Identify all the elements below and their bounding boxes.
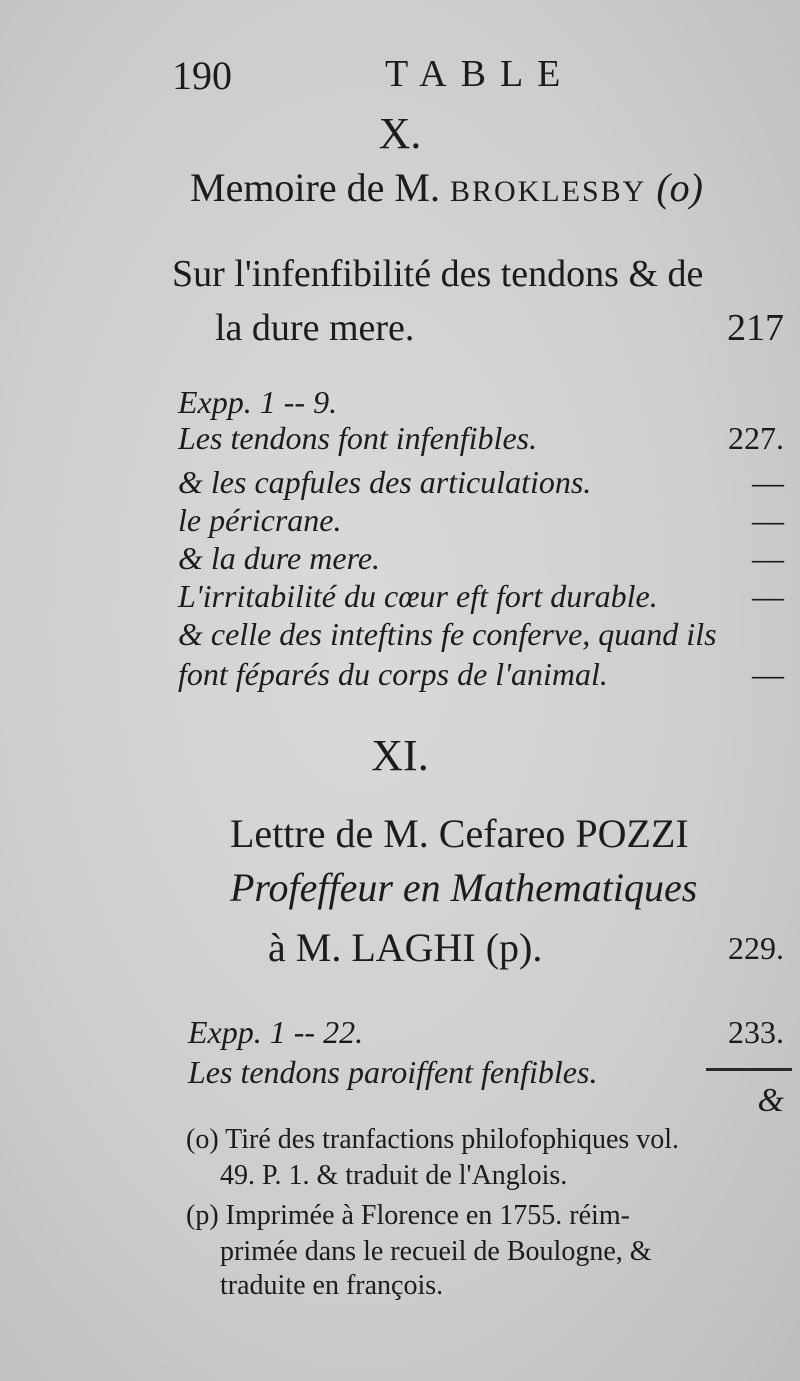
ditto-dash: — <box>752 540 784 576</box>
footnote-p-line-3: traduite en françois. <box>220 1270 444 1301</box>
author-name: BROKLESBY <box>449 175 647 208</box>
note-mark: (o) <box>656 165 703 210</box>
ditto-dash: — <box>752 578 784 614</box>
title-prefix: Memoire de M. <box>190 165 440 210</box>
entry-line: le péricrane. <box>178 502 342 538</box>
entry-line: Expp. 1 -- 9. <box>178 384 338 420</box>
ditto-dash: — <box>752 656 784 692</box>
entry-line: L'irritabilité du cœur eft fort durable. <box>178 578 658 614</box>
ditto-dash: — <box>752 464 784 500</box>
lettre-page: 229. <box>728 930 784 966</box>
running-title: TABLE <box>385 53 575 95</box>
subtitle-page: 217 <box>727 307 784 349</box>
footnote-o-line-2: 49. P. 1. & traduit de l'Anglois. <box>220 1160 568 1191</box>
section-numeral-x: X. <box>378 109 422 158</box>
rule-line <box>706 1068 792 1071</box>
section-numeral-xi: XI. <box>371 731 429 780</box>
entry-line: & celle des inteftins fe conferve, quand ils <box>178 616 717 652</box>
entry-line: font féparés du corps de l'animal. <box>178 656 608 692</box>
entry-line: & les capfules des articulations. <box>178 464 592 500</box>
catchword: & <box>757 1082 784 1119</box>
entry-line: & la dure mere. <box>178 540 381 576</box>
subtitle-line-1: Sur l'infenfibilité des tendons & de <box>172 253 704 295</box>
lettre-line-1: Lettre de M. Cefareo POZZI <box>230 811 689 856</box>
footnote-p-line-1: (p) Imprimée à Florence en 1755. réim- <box>186 1200 630 1231</box>
lettre-line-3: à M. LAGHI (p). <box>268 925 543 970</box>
footnote-o-line-1: (o) Tiré des tranfactions philofophiques vol. <box>186 1124 680 1155</box>
entry-line: Les tendons font infenfibles. <box>178 420 538 456</box>
ditto-dash: — <box>752 502 784 538</box>
lettre-line-2: Profeffeur en Mathematiques <box>230 865 698 910</box>
entry-page: 227. <box>728 420 784 456</box>
memoire-title <box>190 164 703 211</box>
entry-page: 233. <box>728 1014 784 1050</box>
entry-line: Expp. 1 -- 22. <box>188 1014 364 1050</box>
entry-line: Les tendons paroiffent fenfibles. <box>188 1054 598 1090</box>
footnote-p-line-2: primée dans le recueil de Boulogne, & <box>220 1236 652 1267</box>
subtitle-line-2: la dure mere. <box>215 307 415 349</box>
page-number: 190 <box>172 53 232 98</box>
